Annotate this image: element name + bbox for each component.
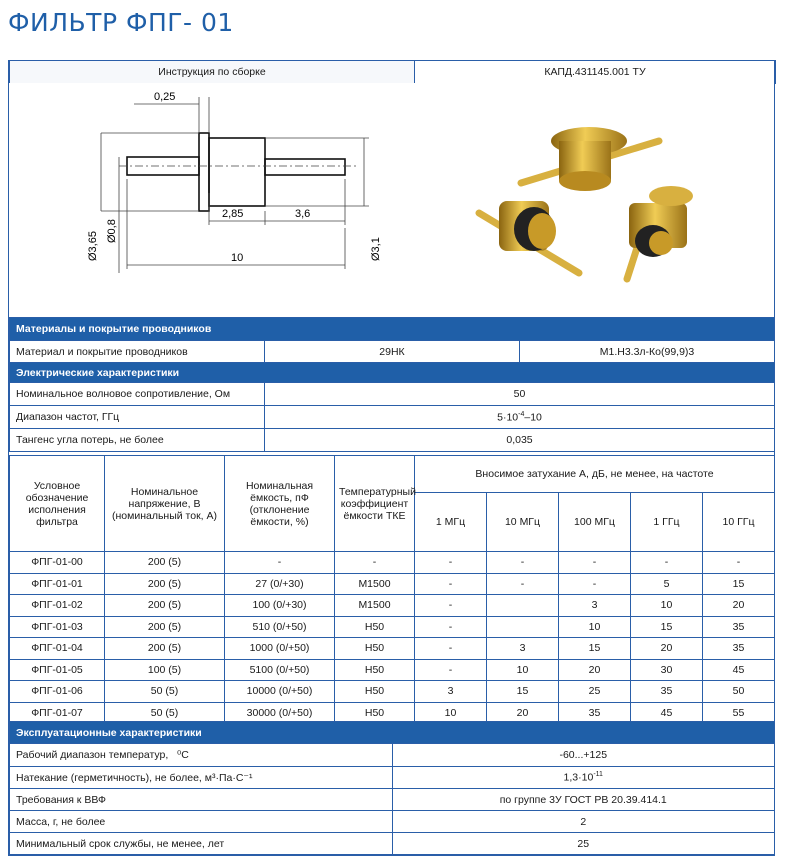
mass-label: Масса, г, не более [10,811,393,833]
table-cell: 1000 (0/+50) [225,638,335,660]
table-cell: 3 [559,595,631,617]
table-cell: 10 [631,595,703,617]
section-electrical: Электрические характеристики [10,363,775,383]
drawing-area [9,83,774,318]
col-voltage: Номинальное напряжение, В (номинальный ток, А) [105,456,225,552]
life-value: 25 [392,833,775,855]
table-cell [487,616,559,638]
dim-diameter-body: Ø3,1 [370,237,382,261]
table-cell: - [487,552,559,574]
table-cell: 30000 (0/+50) [225,702,335,724]
table-cell: 3 [415,681,487,703]
table-cell: 30 [631,659,703,681]
table-cell: ФПГ-01-01 [10,573,105,595]
table-row [10,638,775,660]
table-cell: 50 [703,681,775,703]
temp-value: -60...+125 [392,744,775,767]
table-cell: 20 [703,595,775,617]
table-cell: 200 (5) [105,616,225,638]
vvf-label: Требования к ВВФ [10,789,393,811]
table-cell: Н50 [335,681,415,703]
table-cell: - [415,616,487,638]
frequency-label: Диапазон частот, ГГц [10,406,265,429]
table-cell: - [487,573,559,595]
table-cell: 35 [631,681,703,703]
table-cell: - [225,552,335,574]
table-cell: 10 [487,659,559,681]
leak-label: Натекание (герметичность), не более, м³·Па·С⁻¹ [10,767,393,789]
table-cell: ФПГ-01-03 [10,616,105,638]
section-materials: Материалы и покрытие проводников [10,318,775,341]
table-cell: 200 (5) [105,638,225,660]
variant-rows [10,552,775,724]
table-cell: 200 (5) [105,552,225,574]
table-cell: - [631,552,703,574]
table-cell: Н50 [335,702,415,724]
freq-1mhz: 1 МГц [415,493,487,552]
table-cell: 15 [559,638,631,660]
temp-label: Рабочий диапазон температур, ⁰С [10,744,393,767]
table-cell: Н50 [335,659,415,681]
table-cell: 5100 (0/+50) [225,659,335,681]
table-cell: 10 [559,616,631,638]
table-cell: 3 [487,638,559,660]
table-cell: 15 [703,573,775,595]
dim-lead: 3,6 [295,208,311,220]
table-cell: 45 [631,702,703,724]
table-cell: Н50 [335,616,415,638]
operational-table [9,721,775,855]
table-cell: М1500 [335,573,415,595]
dim-length: 10 [231,252,244,264]
table-cell: - [415,659,487,681]
table-cell: М1500 [335,595,415,617]
table-cell: 35 [559,702,631,724]
table-cell: Н50 [335,638,415,660]
dim-diameter-flange: Ø3,65 [87,231,99,261]
freq-1ghz: 1 ГГц [631,493,703,552]
variants-table [9,455,775,724]
product-photo [439,83,769,317]
impedance-label: Номинальное волновое сопротивление, Ом [10,383,265,406]
col-tke: Температурный коэффициент ёмкости ТКЕ [335,456,415,552]
table-cell: 15 [631,616,703,638]
table-cell: - [415,638,487,660]
col-designation: Условное обозначение исполнения фильтра [10,456,105,552]
table-cell: 5 [631,573,703,595]
table-row [10,595,775,617]
page-title: ФИЛЬТР ФПГ- 01 [8,8,234,37]
table-cell: ФПГ-01-06 [10,681,105,703]
table-cell: 200 (5) [105,573,225,595]
col-capacitance: Номинальная ёмкость, пФ (отклонение ёмкости, %) [225,456,335,552]
dim-diameter-lead: Ø0,8 [106,219,118,243]
table-cell: - [703,552,775,574]
table-cell: 25 [559,681,631,703]
table-cell: 100 (0/+30) [225,595,335,617]
table-cell: ФПГ-01-02 [10,595,105,617]
characteristics-table [9,317,775,452]
table-cell: 15 [487,681,559,703]
table-cell: 10000 (0/+50) [225,681,335,703]
doc-header-table [9,60,776,84]
table-cell: 50 (5) [105,702,225,724]
table-cell: - [415,595,487,617]
table-row [10,616,775,638]
table-row [10,659,775,681]
frequency-value: $5\cdot 10^{-4}-10$ [265,406,775,429]
table-cell: - [415,573,487,595]
freq-10ghz: 10 ГГц [703,493,775,552]
table-cell [487,595,559,617]
loss-tangent-label: Тангенс угла потерь, не более [10,429,265,452]
table-cell: - [415,552,487,574]
table-cell: 20 [487,702,559,724]
table-cell: ФПГ-01-07 [10,702,105,724]
vvf-value: по группе 3У ГОСТ РВ 20.39.414.1 [392,789,775,811]
table-cell: 35 [703,616,775,638]
table-cell: ФПГ-01-05 [10,659,105,681]
dim-body: 2,85 [222,208,244,220]
table-cell: 45 [703,659,775,681]
table-row [10,552,775,574]
table-cell: 200 (5) [105,595,225,617]
table-cell: 35 [703,638,775,660]
table-cell: 20 [559,659,631,681]
table-cell: 100 (5) [105,659,225,681]
table-row [10,681,775,703]
assembly-instruction-label: Инструкция по сборке [10,61,415,84]
table-cell: 27 (0/+30) [225,573,335,595]
table-cell: 510 (0/+50) [225,616,335,638]
dim-flange: 0,25 [154,91,176,103]
leak-value: $1,3\cdot 10^{-11}$ [392,767,775,789]
freq-10mhz: 10 МГц [487,493,559,552]
table-cell: 20 [631,638,703,660]
col-attenuation: Вносимое затухание А, дБ, не менее, на частоте [415,456,775,493]
loss-tangent-value: 0,035 [265,429,775,452]
table-cell: - [559,573,631,595]
mass-value: 2 [392,811,775,833]
materials-label: Материал и покрытие проводников [10,341,265,363]
life-label: Минимальный срок службы, не менее, лет [10,833,393,855]
impedance-value: 50 [265,383,775,406]
table-cell: ФПГ-01-00 [10,552,105,574]
spec-number: КАПД.431145.001 ТУ [415,61,776,84]
table-cell: - [559,552,631,574]
table-cell: - [335,552,415,574]
table-cell: ФПГ-01-04 [10,638,105,660]
table-cell: 10 [415,702,487,724]
section-operational: Эксплуатационные характеристики [10,722,775,744]
table-cell: 55 [703,702,775,724]
technical-drawing [29,83,409,317]
materials-value-1: 29НК [265,341,520,363]
table-cell: 50 (5) [105,681,225,703]
table-row [10,573,775,595]
materials-value-2: М1.Н3.3л-Ко(99,9)3 [520,341,775,363]
freq-100mhz: 100 МГц [559,493,631,552]
